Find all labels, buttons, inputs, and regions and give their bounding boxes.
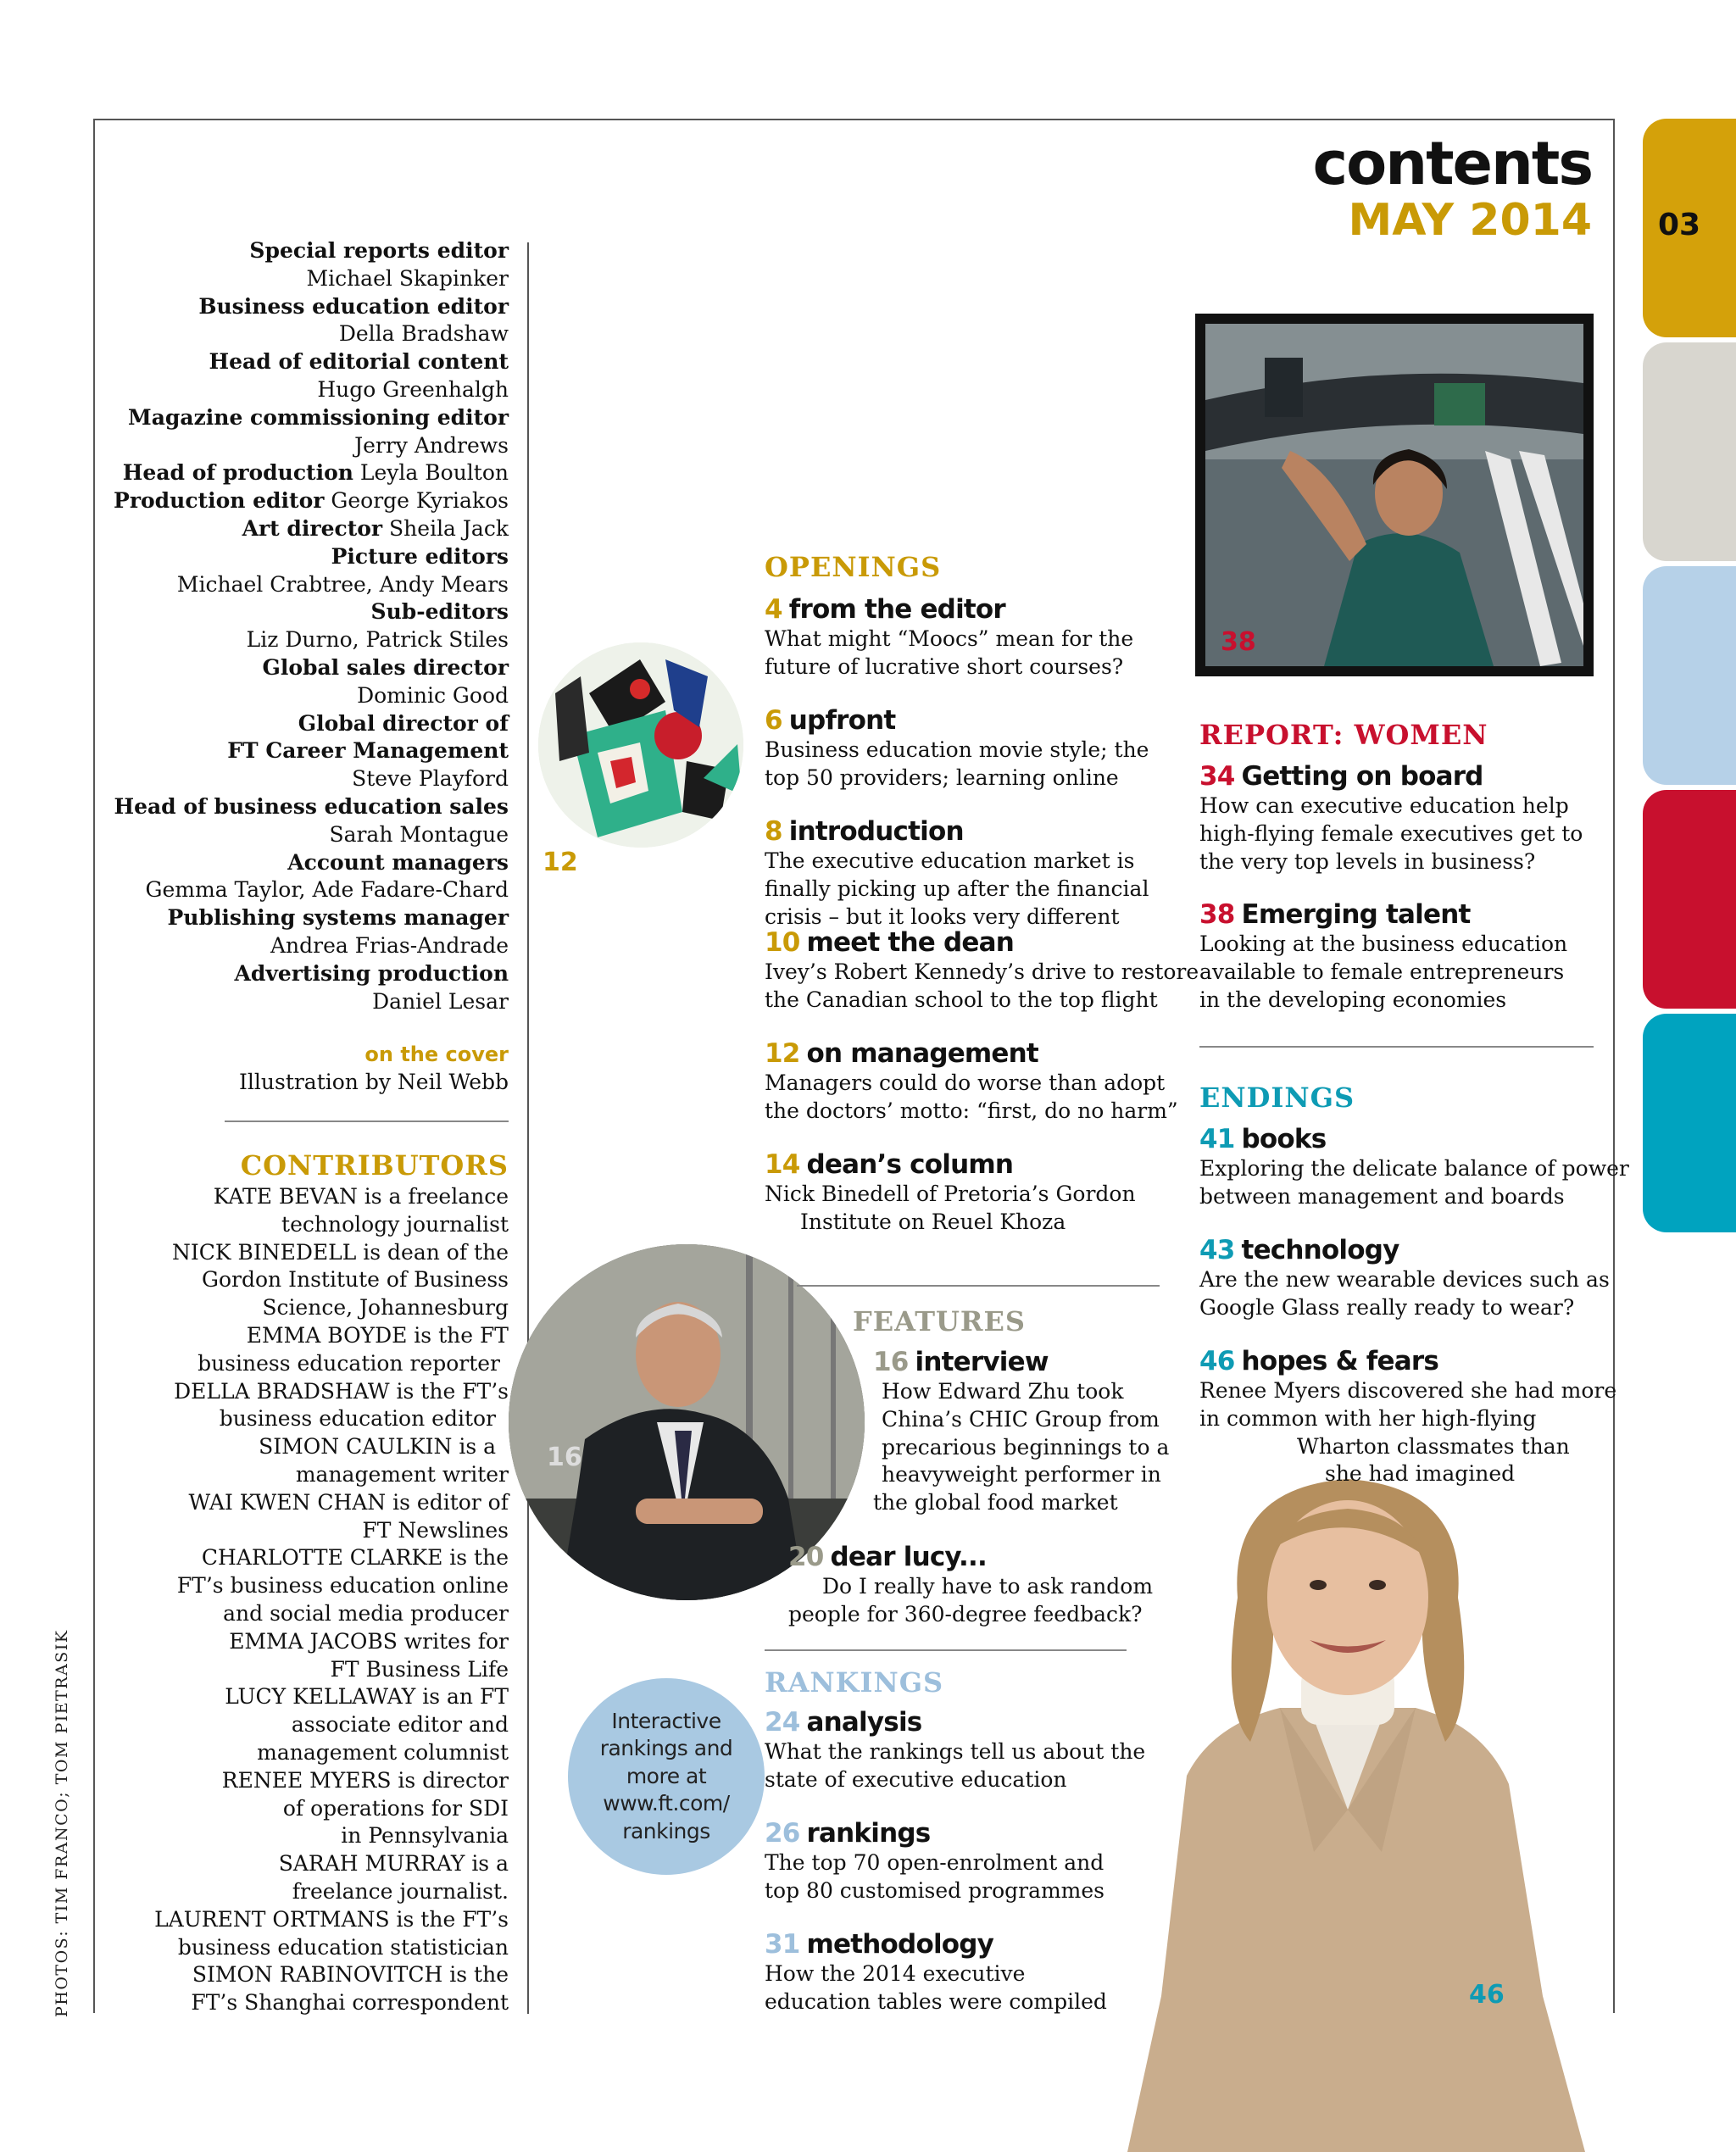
entry-description-line: China’s CHIC Group from (882, 1406, 1160, 1432)
credit-role: Advertising production (234, 960, 509, 986)
contents-entry[interactable] (1199, 1234, 1610, 1322)
entry-description-line: available to female entrepreneurs (1199, 959, 1565, 984)
entry-title: interview (915, 1347, 1049, 1377)
entry-heading (1199, 760, 1583, 792)
entry-page-number: 4 (765, 594, 782, 625)
credit-name: Sheila Jack (389, 515, 509, 541)
credit-role: Picture editors (331, 543, 509, 569)
contributor-line: SIMON CAULKIN is a (259, 1434, 496, 1460)
contents-entry[interactable] (765, 704, 1149, 792)
bubble-line: rankings (622, 1818, 710, 1843)
credit-line (68, 932, 509, 960)
photo-emerging-talent (1195, 314, 1594, 676)
entry-heading (765, 593, 1133, 626)
contributor-line: Gordon Institute of Business (202, 1267, 509, 1293)
contents-entry[interactable] (1199, 1123, 1629, 1211)
tab-rankings[interactable] (1643, 566, 1736, 785)
credit-name: Dominic Good (357, 682, 509, 708)
credit-name: Gemma Taylor, Ade Fadare-Chard (145, 877, 509, 903)
credit-line (68, 459, 509, 487)
entry-description-line: between management and boards (1199, 1183, 1565, 1209)
entry-description-line: How can executive education help (1199, 793, 1569, 818)
credit-line (68, 237, 509, 265)
illustration-art (538, 642, 743, 848)
entry-description-line: Exploring the delicate balance of power (1199, 1156, 1629, 1181)
credit-line (68, 988, 509, 1016)
entry-heading (765, 1706, 1145, 1738)
credit-line (68, 404, 509, 432)
entry-title: from the editor (788, 594, 1005, 625)
contributor-line: LAURENT ORTMANS is the FT’s (154, 1906, 509, 1932)
credit-name: Steve Playford (352, 766, 509, 792)
section-tabs (1643, 119, 1736, 1237)
credit-line (68, 376, 509, 404)
credit-line (68, 265, 509, 293)
entry-description-line: Are the new wearable devices such as (1199, 1267, 1610, 1292)
contributor-line: EMMA JACOBS writes for (229, 1628, 509, 1654)
bubble-line: more at (626, 1763, 707, 1788)
entry-description-line: Institute on Reuel Khoza (800, 1209, 1066, 1234)
frame-right-rule (1613, 119, 1615, 2013)
credit-name: Sarah Montague (329, 821, 509, 847)
credits-column-rule (527, 242, 529, 2014)
entry-description-line: The top 70 open-enrolment and (765, 1850, 1104, 1875)
contributor-line: CHARLOTTE CLARKE is the (201, 1545, 509, 1571)
entry-description-line: heavyweight performer in (882, 1462, 1161, 1487)
credit-role: Head of production (122, 460, 353, 486)
credit-line (68, 821, 509, 849)
entry-title: technology (1241, 1235, 1399, 1265)
interactive-rankings-bubble[interactable] (568, 1678, 765, 1875)
entry-title: methodology (806, 1929, 994, 1960)
credit-line (68, 710, 509, 738)
contributor-line: KATE BEVAN is a freelance (213, 1184, 509, 1209)
contributor-line: FT Newslines (362, 1517, 509, 1543)
entry-description-line: Managers could do worse than adopt (765, 1070, 1166, 1095)
openings-divider (797, 1285, 1160, 1287)
credit-role: Publishing systems manager (167, 905, 509, 931)
entry-heading (765, 704, 1149, 737)
entry-heading (1199, 1234, 1610, 1266)
credit-line (68, 654, 509, 682)
entry-title: upfront (788, 705, 896, 736)
contributor-line: SARAH MURRAY is a (278, 1851, 509, 1877)
contents-entry[interactable] (765, 1928, 1107, 2016)
credit-line (68, 571, 509, 599)
credit-line (68, 626, 509, 654)
entry-description-line: education tables were compiled (765, 1988, 1107, 2014)
contents-entry[interactable] (788, 1541, 1153, 1629)
entry-description-line: finally picking up after the financial (765, 876, 1149, 901)
credit-role: Global director of (298, 710, 509, 736)
contributor-line: in Pennsylvania (341, 1823, 509, 1849)
credit-role: Head of business education sales (114, 793, 509, 819)
contributor-line: business education reporter (198, 1350, 500, 1376)
contributor-line: FT Business Life (330, 1656, 509, 1682)
section-features-heading: FEATURES (853, 1305, 1026, 1337)
entry-page-number: 8 (765, 816, 782, 847)
staff-credits (68, 237, 509, 1097)
cover-credit: Illustration by Neil Webb (239, 1070, 509, 1095)
credit-role: Account managers (287, 849, 509, 875)
entry-title: dean’s column (806, 1149, 1014, 1180)
contributor-line: Science, Johannesburg (262, 1295, 509, 1321)
credit-line (68, 320, 509, 348)
entry-heading (1199, 1123, 1629, 1155)
credit-line (68, 876, 509, 904)
entry-title: rankings (806, 1818, 931, 1849)
credit-line (68, 293, 509, 321)
entry-description-line: Renee Myers discovered she had more (1199, 1378, 1617, 1403)
section-openings-heading: OPENINGS (765, 551, 942, 583)
contributor-line: business education statistician (177, 1934, 509, 1960)
entry-title: on management (806, 1038, 1038, 1069)
entry-description-line: How Edward Zhu took (882, 1379, 1124, 1404)
entry-heading (765, 1817, 1104, 1849)
section-rankings-heading: RANKINGS (765, 1666, 944, 1699)
entry-page-number: 24 (765, 1707, 800, 1738)
credit-name: George Kyriakos (331, 488, 509, 514)
entry-description-line: What might “Moocs” mean for the (765, 626, 1134, 651)
contents-entry[interactable] (1199, 1345, 1616, 1488)
entry-title: books (1241, 1124, 1327, 1154)
entry-description-line: the doctors’ motto: “first, do no harm” (765, 1098, 1178, 1123)
credit-name: Liz Durno, Patrick Stiles (246, 627, 509, 653)
entry-description-line: Do I really have to ask random (822, 1574, 1154, 1599)
photo-credit: PHOTOS: TIM FRANCO; TOM PIETRASIK (53, 1629, 71, 2017)
contents-entry[interactable] (1199, 760, 1583, 876)
contributor-line: FT’s business education online (176, 1573, 509, 1599)
issue-date: MAY 2014 (1348, 195, 1592, 246)
entry-heading (788, 1541, 1153, 1573)
bubble-line: rankings and (599, 1736, 733, 1761)
credit-name: Della Bradshaw (338, 321, 509, 347)
entry-description-line: she had imagined (1325, 1461, 1516, 1487)
page-title: contents (1312, 129, 1592, 198)
contributor-line: technology journalist (281, 1211, 509, 1237)
contents-entry[interactable] (765, 926, 1199, 1015)
page-number: 03 (1658, 208, 1701, 242)
entry-title: introduction (788, 816, 964, 847)
contributor-line: business education editor (219, 1406, 496, 1432)
credit-line (68, 348, 509, 376)
tab-features[interactable] (1643, 342, 1736, 561)
entry-heading (765, 926, 1199, 959)
features-divider (765, 1649, 1127, 1651)
credit-role: Special reports editor (249, 238, 509, 263)
entry-page-number: 16 (873, 1347, 909, 1377)
entry-description-line: The executive education market is (765, 848, 1135, 873)
credit-line (68, 737, 509, 765)
entry-title: Emerging talent (1241, 899, 1471, 930)
credit-line (68, 793, 509, 821)
cover-illustration (538, 642, 743, 848)
credit-role: Business education editor (198, 293, 509, 319)
page-header (1313, 131, 1592, 245)
entry-heading (1199, 898, 1567, 931)
contributor-line: and social media producer (223, 1600, 509, 1626)
credit-line (68, 765, 509, 793)
contents-entry[interactable] (765, 1037, 1178, 1126)
contributor-line: management columnist (257, 1739, 509, 1765)
portrait-renee-myers (1110, 1454, 1585, 2152)
contributor-line: RENEE MYERS is director (221, 1767, 509, 1793)
contributor-line: management writer (295, 1461, 509, 1487)
entry-description-line: Ivey’s Robert Kennedy’s drive to restore (765, 959, 1199, 984)
contents-entry[interactable] (765, 1817, 1104, 1905)
entry-page-number: 12 (765, 1038, 800, 1069)
entry-description-line: in the developing economies (1199, 987, 1507, 1012)
entry-page-number: 43 (1199, 1235, 1235, 1265)
entry-page-number: 46 (1199, 1346, 1235, 1376)
entry-page-number: 38 (1199, 899, 1235, 930)
credit-role: Head of editorial content (209, 349, 509, 375)
entry-page-number: 14 (765, 1149, 800, 1180)
credit-role: Art director (242, 515, 383, 541)
entry-page-number: 20 (788, 1542, 824, 1572)
contributor-line: WAI KWEN CHAN is editor of (188, 1489, 509, 1515)
contents-entry[interactable] (765, 1148, 1136, 1237)
entry-heading (873, 1346, 1169, 1378)
entry-description-line: high-flying female executives get to (1199, 820, 1583, 846)
entry-page-number: 10 (765, 927, 800, 958)
contributor-line: SIMON RABINOVITCH is the (192, 1962, 509, 1988)
credit-role: Sub-editors (370, 599, 509, 625)
section-report-heading: REPORT: WOMEN (1199, 719, 1488, 751)
entry-title: hopes & fears (1241, 1346, 1438, 1376)
entry-description-line: Looking at the business education (1199, 931, 1568, 956)
entry-heading (1199, 1345, 1616, 1377)
portrait-man-page-ref: 16 (547, 1443, 582, 1472)
entry-title: meet the dean (806, 927, 1015, 958)
credit-name: Michael Skapinker (306, 265, 509, 291)
entry-description-line: top 80 customised programmes (765, 1877, 1105, 1903)
credit-line (68, 487, 509, 515)
entry-description-line: the very top levels in business? (1199, 848, 1536, 874)
entry-page-number: 41 (1199, 1124, 1235, 1154)
contributor-line: NICK BINEDELL is dean of the (171, 1239, 509, 1265)
tab-endings[interactable] (1643, 1014, 1736, 1232)
entry-description-line: the Canadian school to the top flight (765, 987, 1158, 1012)
entry-description-line: top 50 providers; learning online (765, 765, 1119, 790)
tab-report[interactable] (1643, 790, 1736, 1009)
credit-line (68, 543, 509, 571)
contributor-line: LUCY KELLAWAY is an FT (225, 1684, 509, 1710)
credit-role: FT Career Management (227, 738, 509, 764)
tab-openings[interactable] (1643, 119, 1736, 337)
contributor-line: EMMA BOYDE is the FT (246, 1322, 509, 1348)
entry-page-number: 34 (1199, 761, 1235, 792)
entry-page-number: 26 (765, 1818, 800, 1849)
credit-name: Andrea Frias-Andrade (270, 932, 509, 958)
entry-description-line: Wharton classmates than (1297, 1433, 1570, 1459)
entry-description-line: Google Glass really ready to wear? (1199, 1294, 1575, 1320)
contributor-line: freelance journalist. (292, 1878, 509, 1904)
credit-name: Michael Crabtree, Andy Mears (176, 571, 509, 597)
cover-label: on the cover (364, 1043, 509, 1067)
credits-divider (225, 1120, 509, 1122)
contributors-list (34, 1183, 509, 2017)
credit-line (68, 682, 509, 710)
credit-line (68, 598, 509, 626)
contributor-line: DELLA BRADSHAW is the FT’s (174, 1378, 509, 1404)
contributor-line: of operations for SDI (282, 1795, 509, 1821)
entry-description-line: the global food market (873, 1490, 1118, 1515)
entry-description-line: Business education movie style; the (765, 737, 1149, 762)
contributors-heading: CONTRIBUTORS (240, 1149, 509, 1182)
entry-heading (765, 1037, 1178, 1070)
contents-entry[interactable] (765, 815, 1149, 931)
contributor-line: associate editor and (291, 1712, 509, 1738)
contents-entry[interactable] (765, 1706, 1145, 1794)
credit-line (68, 904, 509, 932)
entry-description-line: people for 360-degree feedback? (788, 1601, 1143, 1627)
report-divider (1199, 1046, 1594, 1048)
credit-role: Magazine commissioning editor (128, 404, 509, 430)
contents-entry[interactable] (765, 593, 1133, 681)
credit-line (68, 515, 509, 543)
credit-line (68, 960, 509, 988)
entry-description-line: crisis – but it looks very different (765, 904, 1120, 929)
credit-role: Global sales director (262, 654, 509, 680)
bubble-line: Interactive (611, 1708, 721, 1733)
credit-name: Hugo Greenhalgh (317, 376, 509, 402)
credit-line (68, 849, 509, 877)
photo-lab-page-ref: 38 (1221, 627, 1256, 657)
entry-title: Getting on board (1241, 761, 1483, 792)
entry-description-line: in common with her high-flying (1199, 1405, 1537, 1431)
entry-description-line: precarious beginnings to a (882, 1434, 1170, 1460)
contents-entry[interactable] (873, 1346, 1169, 1517)
credit-name: Jerry Andrews (354, 432, 509, 458)
entry-page-number: 31 (765, 1929, 800, 1960)
entry-heading (765, 1928, 1107, 1960)
bubble-line: www.ft.com/ (603, 1791, 730, 1816)
entry-description-line: future of lucrative short courses? (765, 653, 1124, 679)
frame-top-rule (93, 119, 1615, 120)
portrait-woman-page-ref: 46 (1469, 1980, 1505, 2010)
credit-name: Leyla Boulton (359, 460, 509, 486)
credit-role: Production editor (114, 488, 325, 514)
entry-title: analysis (806, 1707, 922, 1738)
entry-description-line: How the 2014 executive (765, 1961, 1026, 1986)
entry-heading (765, 815, 1149, 848)
entry-title: dear lucy... (830, 1542, 987, 1572)
entry-description-line: Nick Binedell of Pretoria’s Gordon (765, 1182, 1136, 1206)
illustration-page-ref: 12 (542, 848, 578, 877)
entry-heading (765, 1148, 1136, 1181)
lab-photo-art (1205, 324, 1583, 666)
entry-description-line: state of executive education (765, 1766, 1067, 1792)
contents-entry[interactable] (1199, 898, 1567, 1014)
credit-name: Daniel Lesar (372, 988, 509, 1014)
section-endings-heading: ENDINGS (1199, 1082, 1355, 1114)
credit-line (68, 432, 509, 460)
entry-description-line: What the rankings tell us about the (765, 1739, 1146, 1764)
entry-page-number: 6 (765, 705, 782, 736)
contributor-line: FT’s Shanghai correspondent (191, 1990, 509, 2016)
